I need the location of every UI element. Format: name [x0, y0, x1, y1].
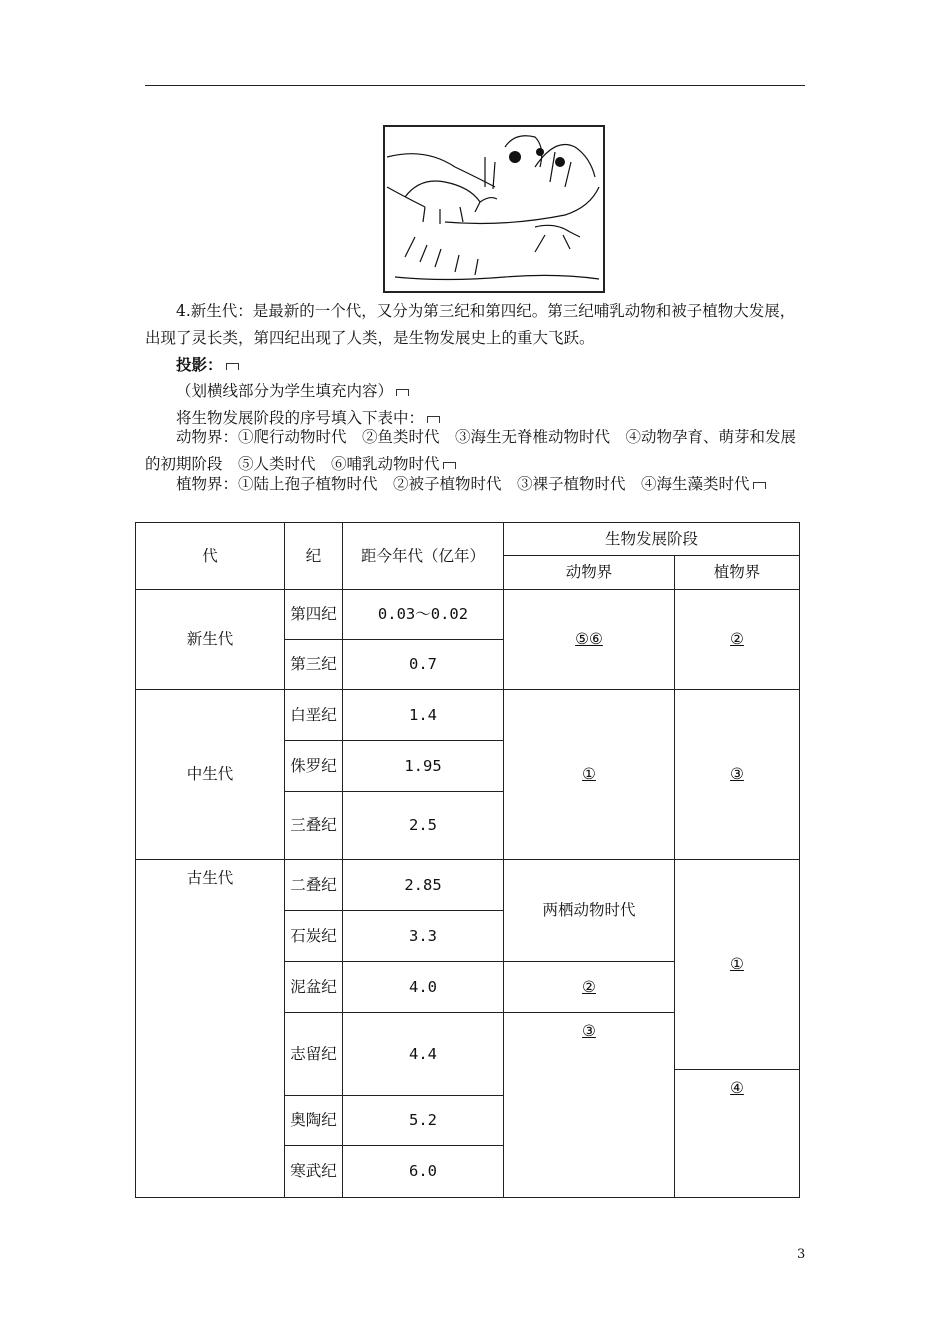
period-devonian: 泥盆纪 — [285, 962, 343, 1013]
period-quaternary: 第四纪 — [285, 590, 343, 640]
fill-note-text: （划横线部分为学生填充内容） — [176, 382, 394, 400]
period-cambrian: 寒武纪 — [285, 1146, 343, 1198]
animal-list-text: 动物界：①爬行动物时代 ②鱼类时代 ③海生无脊椎动物时代 ④动物孕育、萌芽和发展的初期阶段 ⑤人类时代 ⑥哺乳动物时代 — [145, 428, 797, 473]
age-cambrian: 6.0 — [343, 1146, 504, 1198]
header-rule — [145, 85, 805, 86]
plant-list-text: 植物界：①陆上孢子植物时代 ②被子植物时代 ③裸子植物时代 ④海生藻类时代 — [176, 475, 750, 493]
paragraph-mark-icon — [753, 482, 766, 489]
answer-mesozoic-animal: ① — [504, 690, 675, 860]
period-permian: 二叠纪 — [285, 860, 343, 911]
age-tertiary: 0.7 — [343, 640, 504, 690]
answer-devonian-animal: ② — [504, 962, 675, 1013]
era-cenozoic: 新生代 — [136, 590, 285, 690]
paragraph-mark-icon — [427, 416, 440, 423]
header-plant: 植物界 — [675, 556, 800, 590]
projection-text: 投影： — [176, 355, 223, 374]
age-permian: 2.85 — [343, 860, 504, 911]
answer-cenozoic-animal: ⑤⑥ — [504, 590, 675, 690]
age-quaternary: 0.03～0.02 — [343, 590, 504, 640]
age-carboniferous: 3.3 — [343, 911, 504, 962]
age-ordovician: 5.2 — [343, 1096, 504, 1146]
projection-label — [145, 351, 807, 379]
header-era: 代 — [136, 523, 285, 590]
geologic-time-table — [135, 522, 800, 1198]
era-mesozoic: 中生代 — [136, 690, 285, 860]
age-devonian: 4.0 — [343, 962, 504, 1013]
header-period: 纪 — [285, 523, 343, 590]
era-paleozoic: 古生代 — [136, 860, 285, 1198]
age-jurassic: 1.95 — [343, 741, 504, 792]
answer-paleozoic-plant-upper: ① — [675, 860, 800, 1070]
fill-note — [145, 378, 807, 405]
instruction-text: 将生物发展阶段的序号填入下表中： — [176, 409, 425, 427]
answer-mesozoic-plant: ③ — [675, 690, 800, 860]
header-stage: 生物发展阶段 — [504, 523, 800, 556]
animal-list — [145, 424, 807, 478]
header-animal: 动物界 — [504, 556, 675, 590]
age-silurian: 4.4 — [343, 1013, 504, 1096]
paragraph-mark-icon — [226, 363, 239, 370]
paragraph-mark-icon — [443, 462, 456, 469]
period-cretaceous: 白垩纪 — [285, 690, 343, 741]
age-triassic: 2.5 — [343, 792, 504, 860]
paragraph-mark-icon — [396, 389, 409, 396]
period-triassic: 三叠纪 — [285, 792, 343, 860]
period-silurian: 志留纪 — [285, 1013, 343, 1096]
period-ordovician: 奥陶纪 — [285, 1096, 343, 1146]
illustration-prehistoric-mammals — [383, 125, 605, 293]
answer-cenozoic-plant: ② — [675, 590, 800, 690]
period-tertiary: 第三纪 — [285, 640, 343, 690]
page-number: 3 — [797, 1247, 806, 1262]
period-carboniferous: 石炭纪 — [285, 911, 343, 962]
answer-amphibian: 两栖动物时代 — [504, 860, 675, 962]
header-age: 距今年代（亿年） — [343, 523, 504, 590]
paragraph-cenozoic: 4.新生代：是最新的一个代，又分为第三纪和第四纪。第三纪哺乳动物和被子植物大发展，出现了灵长类，第四纪出现了人类，是生物发展史上的重大飞跃。 — [145, 302, 796, 347]
answer-early-plant: ④ — [675, 1070, 800, 1198]
period-jurassic: 侏罗纪 — [285, 741, 343, 792]
answer-early-animal: ③ — [504, 1013, 675, 1198]
plant-list — [145, 471, 807, 498]
age-cretaceous: 1.4 — [343, 690, 504, 741]
